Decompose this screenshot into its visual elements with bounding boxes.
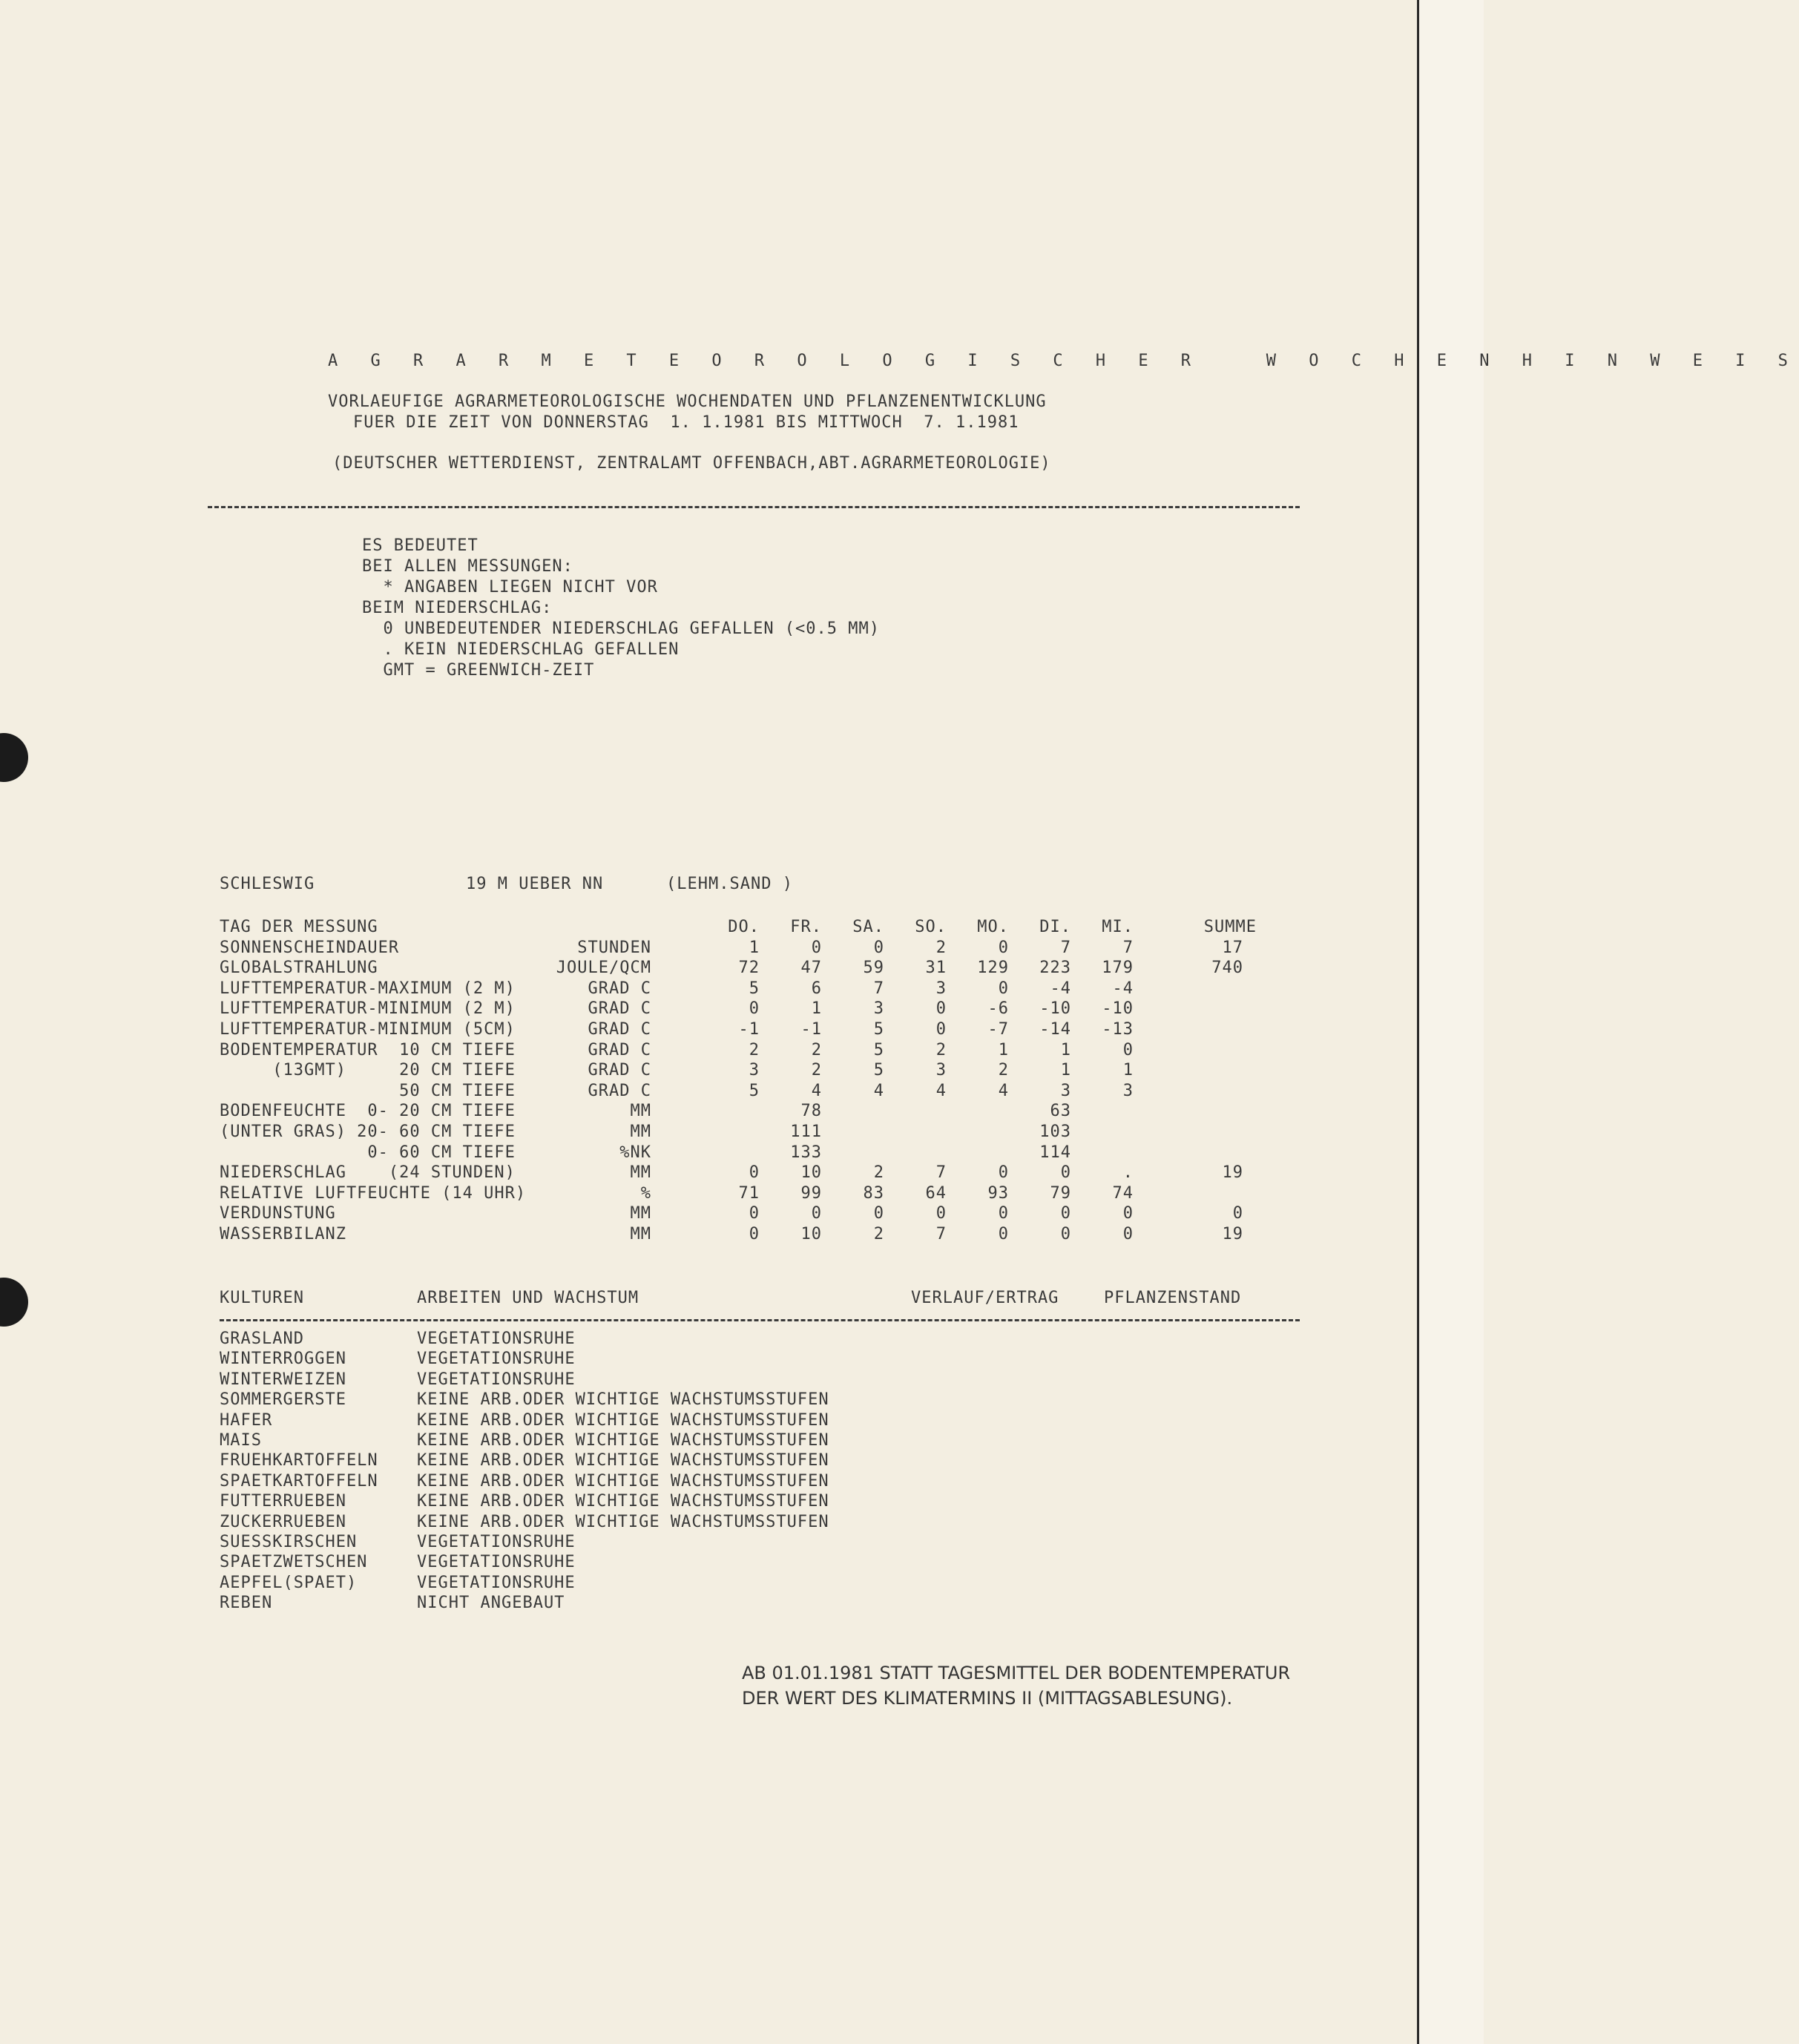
measure-cell: -10 [1039,999,1071,1018]
measure-cell: 103 [1039,1123,1071,1141]
crop-name: REBEN [220,1594,273,1612]
measure-row-label: BODENFEUCHTE 0- 20 CM TIEFE [220,1102,516,1120]
crops-header-stand: PFLANZENSTAND [1104,1289,1242,1307]
crop-name: FUTTERRUEBEN [220,1492,346,1511]
measure-row-label: (13GMT) 20 CM TIEFE [220,1061,516,1079]
measure-cell: 7 [1122,939,1134,957]
measure-cell: 1 [998,1041,1009,1059]
measure-cell: 129 [977,959,1009,977]
measure-cell: 10 [800,1163,822,1182]
measure-cell: 5 [873,1020,884,1039]
measure-cell: 31 [925,959,947,977]
measure-cell: 99 [800,1184,822,1203]
measure-row-label: 50 CM TIEFE [220,1082,516,1100]
measure-cell: 0 [873,939,884,957]
measure-cell: 83 [863,1184,884,1203]
measure-cell: 0 [998,1163,1009,1182]
legend-line: BEI ALLEN MESSUNGEN: [362,557,573,576]
measure-sum: 740 [1211,959,1243,977]
measure-row-unit: JOULE/QCM [556,959,651,977]
crop-name: WINTERWEIZEN [220,1370,346,1389]
measure-cell: -1 [800,1020,822,1039]
crop-name: FRUEHKARTOFFELN [220,1451,378,1470]
crop-work: NICHT ANGEBAUT [417,1594,565,1612]
measure-cell: 0 [749,1163,760,1182]
measure-row-unit: GRAD C [588,999,651,1018]
measure-cell: -4 [1050,979,1071,998]
measure-cell: 0 [935,1204,947,1223]
measure-cell: 0 [1122,1225,1134,1243]
measure-cell: 74 [1112,1184,1134,1203]
measure-row-unit: GRAD C [588,1041,651,1059]
measure-cell: . [1122,1163,1134,1182]
crops-header-culture: KULTUREN [220,1289,304,1307]
measure-cell: 0 [749,999,760,1018]
measure-cell: 64 [925,1184,947,1203]
measure-row-label: GLOBALSTRAHLUNG [220,959,378,977]
measure-cell: 2 [935,1041,947,1059]
crop-work: VEGETATIONSRUHE [417,1350,576,1368]
measure-cell: -1 [738,1020,760,1039]
measure-row-unit: %NK [619,1143,651,1162]
measure-row-label: LUFTTEMPERATUR-MAXIMUM (2 M) [220,979,516,998]
footnote-line-2: DER WERT DES KLIMATERMINS II (MITTAGSABLESUNG). [742,1688,1233,1709]
measure-cell: 0 [749,1204,760,1223]
measure-cell: 0 [998,1204,1009,1223]
measure-cell: 47 [800,959,822,977]
measure-row-unit: MM [630,1123,651,1141]
crop-name: SPAETZWETSCHEN [220,1553,368,1571]
measure-cell: -14 [1039,1020,1071,1039]
measure-sum: 19 [1222,1163,1243,1182]
measure-cell: 223 [1039,959,1071,977]
measure-cell: 63 [1050,1102,1071,1120]
measure-row-label: NIEDERSCHLAG (24 STUNDEN) [220,1163,516,1182]
station-soil: (LEHM.SAND ) [666,875,793,893]
day-header: DO. [728,918,760,936]
measure-cell: -6 [987,999,1009,1018]
measure-cell: 2 [998,1061,1009,1079]
legend-line: BEIM NIEDERSCHLAG: [362,599,553,617]
measure-row-unit: STUNDEN [577,939,651,957]
measure-cell: 0 [1060,1163,1071,1182]
measure-row-label: BODENTEMPERATUR 10 CM TIEFE [220,1041,516,1059]
measure-cell: 0 [1060,1225,1071,1243]
crop-name: WINTERROGGEN [220,1350,346,1368]
measure-cell: 0 [811,939,822,957]
legend-line: * ANGABEN LIEGEN NICHT VOR [362,578,658,597]
divider [208,506,1300,508]
measure-row-label: RELATIVE LUFTFEUCHTE (14 UHR) [220,1184,527,1203]
measure-cell: 0 [935,1020,947,1039]
crop-work: KEINE ARB.ODER WICHTIGE WACHSTUMSSTUFEN [417,1431,829,1450]
crop-work: KEINE ARB.ODER WICHTIGE WACHSTUMSSTUFEN [417,1451,829,1470]
legend-line: . KEIN NIEDERSCHLAG GEFALLEN [362,640,680,659]
page-margin [1419,0,1484,2044]
measure-cell: 4 [935,1082,947,1100]
measure-cell: 111 [790,1123,822,1141]
crop-work: KEINE ARB.ODER WICHTIGE WACHSTUMSSTUFEN [417,1411,829,1430]
crop-name: SOMMERGERSTE [220,1390,346,1409]
divider [220,1319,1300,1321]
subtitle-line-1: VORLAEUFIGE AGRARMETEOROLOGISCHE WOCHENDATEN UND PFLANZENENTWICKLUNG [328,392,1047,411]
crop-name: ZUCKERRUEBEN [220,1513,346,1531]
measure-cell: 7 [935,1225,947,1243]
day-header: SA. [852,918,884,936]
crop-work: VEGETATIONSRUHE [417,1553,576,1571]
measure-cell: 4 [998,1082,1009,1100]
measure-row-unit: % [640,1184,651,1203]
measure-row-label: 0- 60 CM TIEFE [220,1143,516,1162]
measure-cell: 0 [811,1204,822,1223]
measure-cell: 3 [935,1061,947,1079]
crop-work: VEGETATIONSRUHE [417,1574,576,1592]
page-title: A G R A R M E T E O R O L O G I S C H E R W O C H E N H I N W E I S [328,352,1799,370]
measure-cell: 2 [873,1225,884,1243]
measure-row-unit: MM [630,1163,651,1182]
measure-cell: 1 [1122,1061,1134,1079]
measure-cell: 1 [1060,1041,1071,1059]
measure-header-label: TAG DER MESSUNG [220,918,378,936]
crop-work: KEINE ARB.ODER WICHTIGE WACHSTUMSSTUFEN [417,1390,829,1409]
measure-cell: 114 [1039,1143,1071,1162]
measure-cell: 0 [998,1225,1009,1243]
measure-cell: 2 [811,1061,822,1079]
measure-cell: 3 [1060,1082,1071,1100]
measure-cell: 133 [790,1143,822,1162]
measure-cell: 0 [1122,1204,1134,1223]
measure-cell: 2 [873,1163,884,1182]
measure-cell: 1 [1060,1061,1071,1079]
measure-cell: 0 [998,979,1009,998]
measure-cell: 7 [873,979,884,998]
measure-row-unit: MM [630,1225,651,1243]
measure-cell: -13 [1102,1020,1134,1039]
station-elevation: 19 M UEBER NN [466,875,604,893]
measure-sum: 17 [1222,939,1243,957]
crops-header-work: ARBEITEN UND WACHSTUM [417,1289,639,1307]
measure-row-unit: MM [630,1102,651,1120]
measure-cell: 0 [935,999,947,1018]
measure-cell: 59 [863,959,884,977]
measure-cell: 4 [811,1082,822,1100]
measure-cell: 5 [873,1061,884,1079]
crop-name: HAFER [220,1411,273,1430]
measure-row-label: (UNTER GRAS) 20- 60 CM TIEFE [220,1123,516,1141]
source-line: (DEUTSCHER WETTERDIENST, ZENTRALAMT OFFENBACH,ABT.AGRARMETEOROLOGIE) [332,454,1051,473]
legend-line: GMT = GREENWICH-ZEIT [362,661,595,680]
measure-cell: 5 [873,1041,884,1059]
measure-cell: 2 [811,1041,822,1059]
measure-cell: 4 [873,1082,884,1100]
measure-row-unit: MM [630,1204,651,1223]
measure-row-unit: GRAD C [588,1082,651,1100]
measure-cell: 72 [738,959,760,977]
crop-work: KEINE ARB.ODER WICHTIGE WACHSTUMSSTUFEN [417,1492,829,1511]
measure-sum: 0 [1232,1204,1243,1223]
day-header: MO. [977,918,1009,936]
day-header: SO. [915,918,947,936]
crop-name: GRASLAND [220,1330,304,1348]
measure-row-label: VERDUNSTUNG [220,1204,336,1223]
measure-cell: 3 [1122,1082,1134,1100]
legend-line: ES BEDEUTET [362,536,478,555]
measure-row-unit: GRAD C [588,979,651,998]
crop-name: SUESSKIRSCHEN [220,1533,358,1551]
punch-hole [0,1278,28,1327]
day-header: FR. [790,918,822,936]
station-name: SCHLESWIG [220,875,315,893]
measure-row-label: SONNENSCHEINDAUER [220,939,400,957]
crops-header-course: VERLAUF/ERTRAG [911,1289,1059,1307]
sum-header: SUMME [1203,918,1257,936]
measure-cell: 3 [873,999,884,1018]
measure-cell: 2 [935,939,947,957]
measure-cell: 71 [738,1184,760,1203]
crop-work: VEGETATIONSRUHE [417,1370,576,1389]
crop-work: KEINE ARB.ODER WICHTIGE WACHSTUMSSTUFEN [417,1513,829,1531]
measure-row-unit: GRAD C [588,1020,651,1039]
crop-name: MAIS [220,1431,262,1450]
day-header: MI. [1102,918,1134,936]
crop-work: VEGETATIONSRUHE [417,1533,576,1551]
legend-line: 0 UNBEDEUTENDER NIEDERSCHLAG GEFALLEN (<0.5 MM) [362,620,881,638]
measure-cell: -7 [987,1020,1009,1039]
crop-name: SPAETKARTOFFELN [220,1472,378,1491]
measure-cell: 1 [749,939,760,957]
measure-sum: 19 [1222,1225,1243,1243]
measure-cell: 6 [811,979,822,998]
measure-cell: 0 [998,939,1009,957]
measure-cell: -4 [1112,979,1134,998]
measure-cell: 93 [987,1184,1009,1203]
measure-cell: -10 [1102,999,1134,1018]
measure-cell: 0 [749,1225,760,1243]
day-header: DI. [1039,918,1071,936]
measure-row-unit: GRAD C [588,1061,651,1079]
subtitle-line-2: FUER DIE ZEIT VON DONNERSTAG 1. 1.1981 BIS MITTWOCH 7. 1.1981 [353,413,1019,432]
measure-row-label: LUFTTEMPERATUR-MINIMUM (5CM) [220,1020,516,1039]
crop-work: KEINE ARB.ODER WICHTIGE WACHSTUMSSTUFEN [417,1472,829,1491]
measure-cell: 3 [749,1061,760,1079]
measure-cell: 0 [1060,1204,1071,1223]
measure-cell: 10 [800,1225,822,1243]
measure-cell: 1 [811,999,822,1018]
measure-row-label: WASSERBILANZ [220,1225,346,1243]
punch-hole [0,733,28,782]
measure-cell: 0 [873,1204,884,1223]
measure-cell: 5 [749,979,760,998]
measure-cell: 79 [1050,1184,1071,1203]
measure-cell: 2 [749,1041,760,1059]
measure-cell: 78 [800,1102,822,1120]
measure-row-label: LUFTTEMPERATUR-MINIMUM (2 M) [220,999,516,1018]
measure-cell: 7 [935,1163,947,1182]
crop-work: VEGETATIONSRUHE [417,1330,576,1348]
crop-name: AEPFEL(SPAET) [220,1574,358,1592]
footnote-line-1: AB 01.01.1981 STATT TAGESMITTEL DER BODENTEMPERATUR [742,1663,1291,1683]
measure-cell: 5 [749,1082,760,1100]
measure-cell: 179 [1102,959,1134,977]
measure-cell: 3 [935,979,947,998]
measure-cell: 7 [1060,939,1071,957]
measure-cell: 0 [1122,1041,1134,1059]
